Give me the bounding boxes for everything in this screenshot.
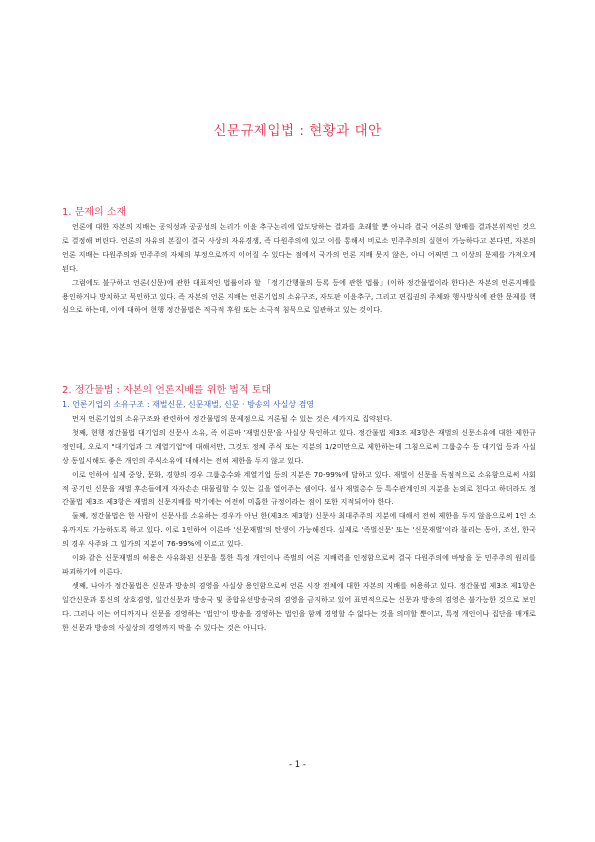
- section-2-paragraph-2: 첫째, 현행 정간물법 대기업의 신문사 소유, 즉 이른바 '재벌신문'을 사실상 묵인하고 있다. 정간물법 제3조 제3항은 재벌의 신문소유에 대한 제한규정인데, 오로지 "대기업과 그 계열기업"에 대해서만, 그것도 정체 주식 또는 지분의 1/2미만으로 제한하는데 그침으로써 그룹총수 등 대기업 등과 사실상 동일시해도 좋은 개인의 주식소유에 대해서는 전혀 제한을 두지 않고 있다.: [62, 427, 536, 465]
- section-2-paragraph-1: 먼저 언론기업의 소유구조와 관련하여 정간물법의 문제점으로 거론될 수 있는 것은 세가지로 집약된다.: [72, 414, 393, 423]
- section-1-paragraph-2: 그럼에도 불구하고 언론(신문)에 관한 대표적인 법률이라 할 「정기간행물의 등록 등에 관한 법률」(이하 정간물법이라 한다)은 자본의 언론지배를 용인하거나 방치하고 묵인하고 있다. 즉 자본의 언론 지배는 언론기업의 소유구조, 자도판 이윤추구, 그리고 편집권의 주체와 행사방식에 관한 문제를 핵심으로 하는데, 이에 대하여 현행 정간물법은 적극적 후원 또는 소극적 침묵으로 일관하고 있는 것이다.: [62, 277, 536, 315]
- page-number: - 1 -: [289, 760, 306, 770]
- section-2-subheading: 1. 언론기업의 소유구조 : 재벌신문, 신문재벌, 신문 · 방송의 사실상 겸영: [62, 400, 315, 409]
- section-2-heading: 2. 정간물법 : 자본의 언론지배를 위한 법적 토대: [62, 385, 272, 396]
- section-2-paragraph-5: 이와 같은 신문재벌의 허용은 사유화된 신문을 통한 특정 개인이나 족벌의 여론 지배력을 인정함으로써 결국 다원주의에 바탕을 둔 민주주의 원리를 파괴하기에 이른다.: [62, 553, 536, 576]
- section-2-paragraph-6: 셋째, 나아가 정간물법은 신문과 방송의 겸영을 사실상 용인함으로써 언론 시장 전체에 대한 자본의 지배를 허용하고 있다. 정간물법 제3조 제1항은 일간신문과 통신의 상호겸영, 일간신문과 방송국 및 종합유선방송국의 겸영을 금지하고 있어 표면적으로는 신문과 방송의 겸영은 불가능한 것으로 보인다. 그러나 이는 어디까지나 신문을 경영하는 '법인'이 방송을 경영하는 법인을 함께 경영할 수 없다는 것을 의미할 뿐이고, 특정 개인이나 집단을 매개로 한 신문과 방송의 사실상의 경영까지 막을 수 있다는 것은 아니다.: [62, 580, 536, 632]
- section-2-paragraph-4: 둘째, 정간물법은 한 사람이 신문사를 소유하는 경우가 아닌 한(제3조 제3항) 신문사 최대주주의 지분에 대해서 전혀 제한을 두지 않음으로써 1인 소유까지도 가능하도록 하고 있다. 이로 1인하여 이른바 '신문재벌'의 탄생이 가능해진다. 실제로 '족벌신문' 또는 '신문재벌'이라 불리는 동아, 조선, 한국의 경우 사주와 그 일가의 지분이 76-99%에 이르고 있다.: [62, 511, 536, 549]
- section-1: [62, 206, 536, 317]
- section-1-paragraph-1: 언론에 대한 자본의 지배는 공익성과 공공성의 논리가 이윤 추구논리에 압도당하는 결과를 초래할 뿐 아니라 결국 여론의 향배를 결과본위적인 것으로 결정해 버린다. 언론의 자유의 본질이 결국 사상의 자유경쟁, 즉 다원주의에 있고 이를 통해서 비로소 민주주의의 실현이 가능하다고 본다면, 자본의 언론 지배는 다원주의와 민주주의 자체의 부정으로까지 이어질 수 있다는 점에서 국가의 언론 지배 못지 않은, 아니 어쩌면 그 이상의 문제를 가져오게 된다.: [62, 222, 536, 273]
- section-2: [62, 384, 536, 635]
- document-title: 신문규제입법 : 현황과 대안: [213, 123, 382, 139]
- section-1-heading: 1. 문제의 소재: [62, 207, 127, 218]
- section-2-paragraph-3: 이로 인하여 실제 중앙, 문화, 경향의 경우 그룹총수와 계열기업 등의 지분은 70-99%에 달하고 있다. 재벌이 신문을 독점적으로 소유함으로써 사회적 공기인 신문을 재벌 후손들에게 자자손손 대물림할 수 있는 길을 열어주는 셈이다. 설사 재벌총수 등 특수관계인의 지분을 논외로 친다고 하더라도 정간물법 제3조 제3항은 재벌의 신문지배를 막기에는 여전히 미흡한 규정이라는 점이 또한 지적되어야 한다.: [62, 469, 536, 507]
